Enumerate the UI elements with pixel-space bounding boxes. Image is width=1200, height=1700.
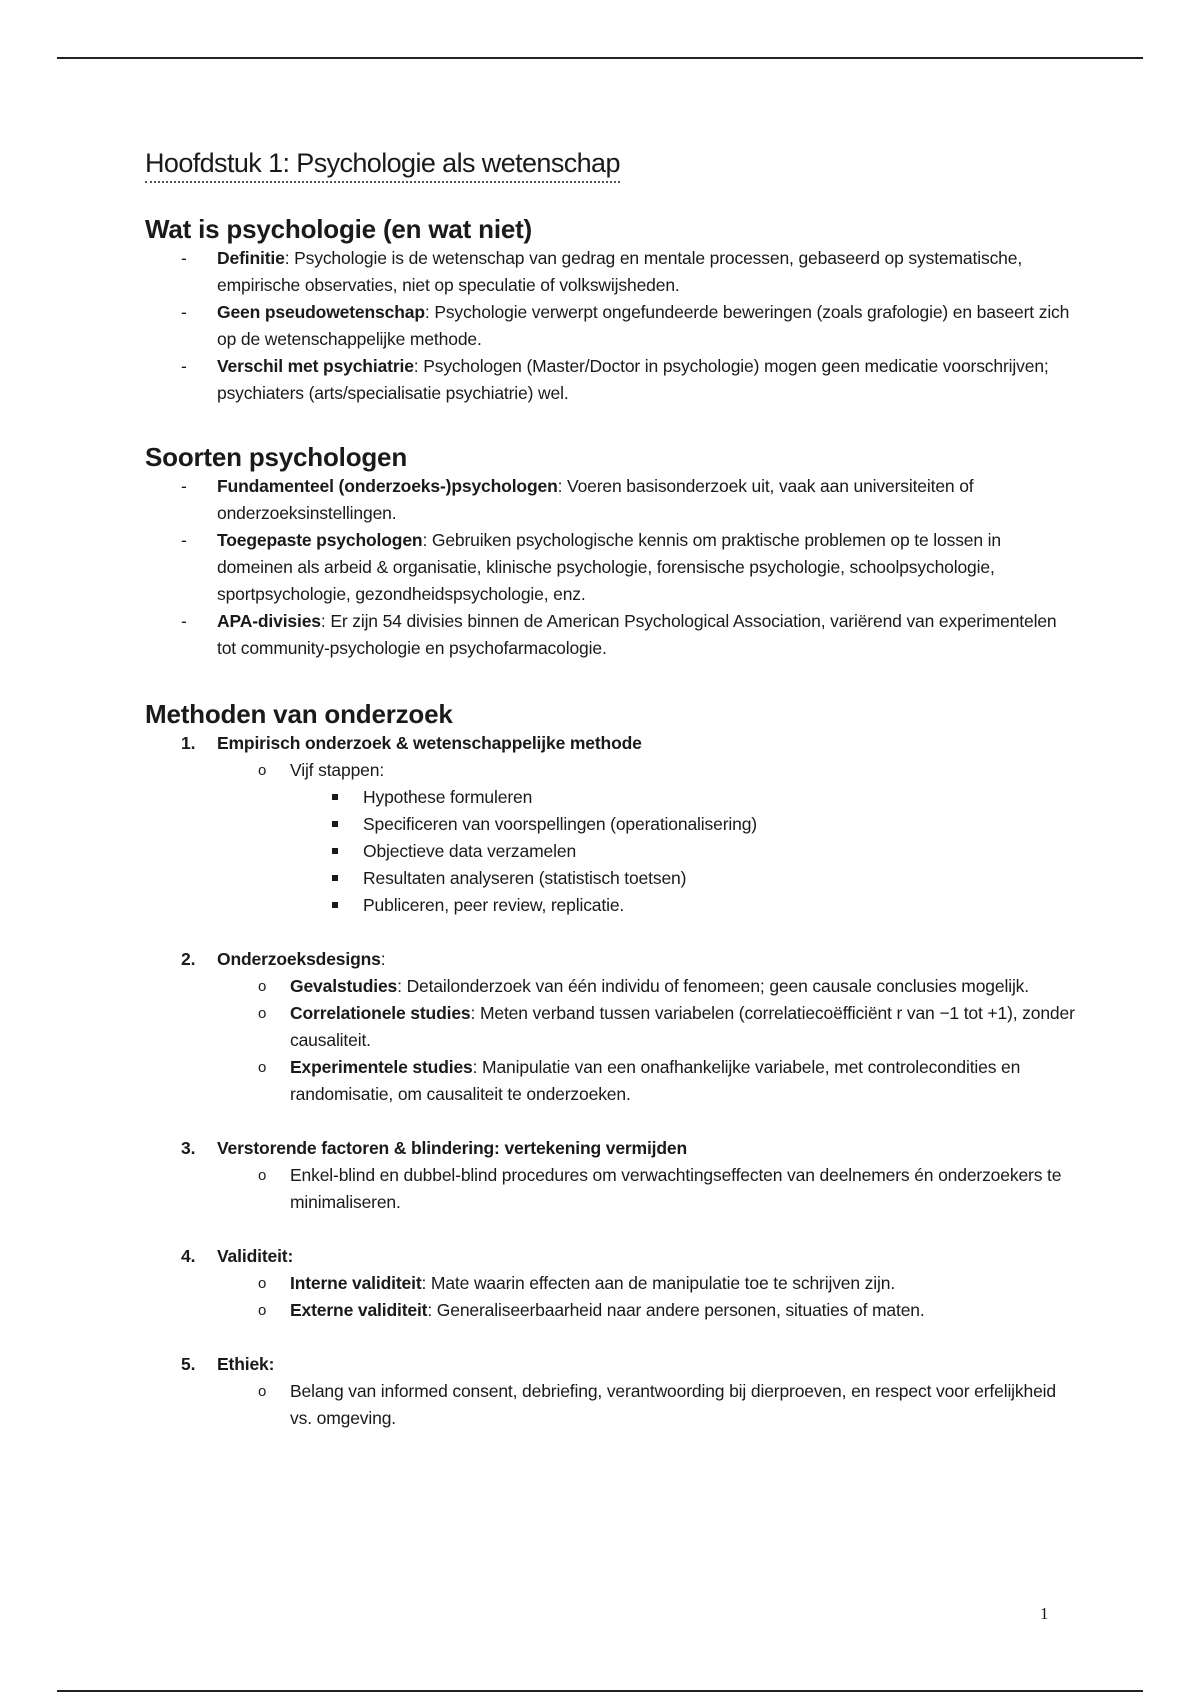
numbered-item-1: 1. Empirisch onderzoek & wetenschappelijke methode o Vijf stappen: Hypothese formuleren Specificeren van voorspellingen (operationalisering) Objectieve data verzamelen Resultaten analyseren (statistisch toetsen) Publiceren, peer review, replicatie. <box>145 730 1075 919</box>
numbered-item-5: 5. Ethiek: o Belang van informed consent, debriefing, verantwoording bij dierproeven, en respect voor erfelijkheid vs. omgeving. <box>145 1351 1075 1432</box>
list-item: - Fundamenteel (onderzoeks-)psychologen: Voeren basisonderzoek uit, vaak aan universiteiten of onderzoeksinstellingen. <box>145 473 1075 527</box>
numbered-item-2: 2. Onderzoeksdesigns: o Gevalstudies: Detailonderzoek van één individu of fenomeen; geen causale conclusies mogelijk. o Correlationele studies: Meten verband tussen variabelen (correlatiecoëfficiënt r van −1 tot +1), zonder causaliteit. o Experimentele studies: Manipulatie van een onafhankelijke variabele, met controlecondities en randomisatie, om causaliteit te onderzoeken. <box>145 946 1075 1108</box>
sub-item: o Gevalstudies: Detailonderzoek van één individu of fenomeen; geen causale conclusies mogelijk. <box>217 973 1075 1000</box>
step-item: Publiceren, peer review, replicatie. <box>290 892 1075 919</box>
footer-rule <box>57 1690 1143 1692</box>
chapter-title: Hoofdstuk 1: Psychologie als wetenschap <box>145 146 620 183</box>
numbered-item-4: 4. Validiteit: o Interne validiteit: Mate waarin effecten aan de manipulatie toe te schrijven zijn. o Externe validiteit: Generaliseerbaarheid naar andere personen, situaties of maten. <box>145 1243 1075 1324</box>
soorten-list <box>145 473 1075 662</box>
steps-list <box>290 784 1075 919</box>
step-item: Objectieve data verzamelen <box>290 838 1075 865</box>
sub-item: o Externe validiteit: Generaliseerbaarheid naar andere personen, situaties of maten. <box>217 1297 1075 1324</box>
list-item: - Toegepaste psychologen: Gebruiken psychologische kennis om praktische problemen op te lossen in domeinen als arbeid & organisatie, klinische psychologie, forensische psychologie, schoolpsychologie, sportpsychologie, gezondheidspsychologie, enz. <box>145 527 1075 608</box>
step-item: Specificeren van voorspellingen (operationalisering) <box>290 811 1075 838</box>
section-heading-wat-is: Wat is psychologie (en wat niet) <box>145 214 533 244</box>
wat-is-list <box>145 245 1075 407</box>
numbered-item-title: Ethiek: <box>217 1354 275 1374</box>
document-body <box>145 146 1075 1432</box>
sub-item: o Experimentele studies: Manipulatie van een onafhankelijke variabele, met controlecondities en randomisatie, om causaliteit te onderzoeken. <box>217 1054 1075 1108</box>
methoden-list <box>145 730 1075 1432</box>
numbered-item-title: Verstorende factoren & blindering: vertekening vermijden <box>217 1138 688 1158</box>
sub-item: o Vijf stappen: Hypothese formuleren Specificeren van voorspellingen (operationalisering) Objectieve data verzamelen Resultaten analyseren (statistisch toetsen) Publiceren, peer review, replicatie. <box>217 757 1075 919</box>
list-item: - Definitie: Psychologie is de wetenschap van gedrag en mentale processen, gebaseerd op systematische, empirische observaties, niet op speculatie of volkswijsheden. <box>145 245 1075 299</box>
sub-item: o Correlationele studies: Meten verband tussen variabelen (correlatiecoëfficiënt r van −1 tot +1), zonder causaliteit. <box>217 1000 1075 1054</box>
step-item: Hypothese formuleren <box>290 784 1075 811</box>
sub-item: o Belang van informed consent, debriefing, verantwoording bij dierproeven, en respect voor erfelijkheid vs. omgeving. <box>217 1378 1075 1432</box>
numbered-item-3: 3. Verstorende factoren & blindering: vertekening vermijden o Enkel-blind en dubbel-blind procedures om verwachtingseffecten van deelnemers én onderzoekers te minimaliseren. <box>145 1135 1075 1216</box>
sub-item: o Enkel-blind en dubbel-blind procedures om verwachtingseffecten van deelnemers én onderzoekers te minimaliseren. <box>217 1162 1075 1216</box>
list-item: - Geen pseudowetenschap: Psychologie verwerpt ongefundeerde beweringen (zoals grafologie) en baseert zich op de wetenschappelijke methode. <box>145 299 1075 353</box>
numbered-item-title: Empirisch onderzoek & wetenschappelijke methode <box>217 733 642 753</box>
section-heading-soorten: Soorten psychologen <box>145 442 408 472</box>
section-heading-methoden: Methoden van onderzoek <box>145 699 453 729</box>
list-item: - Verschil met psychiatrie: Psychologen (Master/Doctor in psychologie) mogen geen medicatie voorschrijven; psychiaters (arts/specialisatie psychiatrie) wel. <box>145 353 1075 407</box>
sub-item: o Interne validiteit: Mate waarin effecten aan de manipulatie toe te schrijven zijn. <box>217 1270 1075 1297</box>
list-item: - APA-divisies: Er zijn 54 divisies binnen de American Psychological Association, variërend van experimentelen tot community-psychologie en psychofarmacologie. <box>145 608 1075 662</box>
page-number: 1 <box>1040 1604 1049 1623</box>
numbered-item-title: Validiteit: <box>217 1246 294 1266</box>
header-rule <box>57 57 1143 59</box>
numbered-item-title: Onderzoeksdesigns <box>217 949 381 969</box>
step-item: Resultaten analyseren (statistisch toetsen) <box>290 865 1075 892</box>
